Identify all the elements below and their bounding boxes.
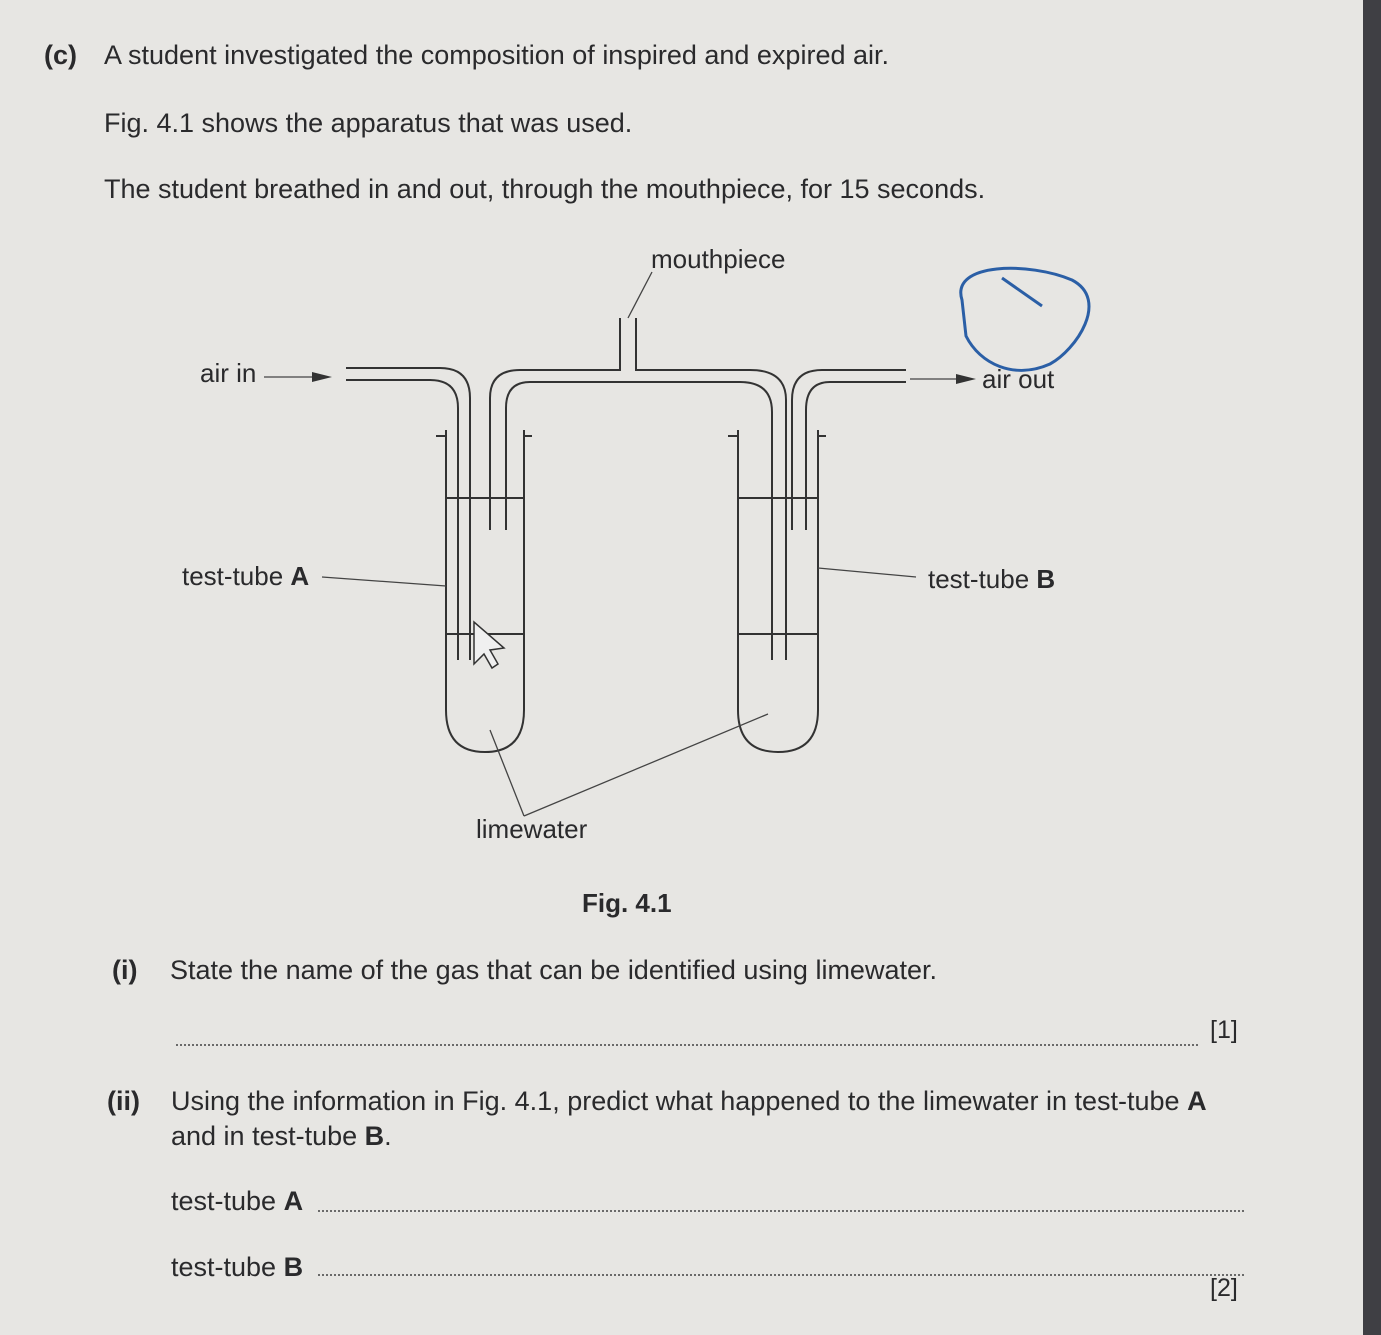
part-ii-text-prefix: Using the information in Fig. 4.1, predict what happened to the limewater in test-tube [171, 1086, 1188, 1116]
tube-b-answer-field[interactable] [318, 1250, 1244, 1276]
air-in-label: air in [200, 358, 257, 388]
part-ii-number: (ii) [107, 1086, 140, 1116]
inlet-tube [346, 368, 470, 660]
mouthpiece-leader [628, 272, 652, 318]
limewater-label: limewater [476, 814, 588, 844]
part-ii-letter-b: B [364, 1121, 385, 1151]
part-ii-text-line2: and in test-tube [171, 1121, 365, 1151]
annotation-circle [961, 268, 1089, 370]
tube-a-answer-label-text: test-tube [171, 1186, 284, 1216]
air-out-label: air out [982, 364, 1055, 394]
part-i-answer-field[interactable] [176, 1020, 1198, 1046]
tube-b-answer-letter: B [283, 1252, 304, 1282]
figure-intro: Fig. 4.1 shows the apparatus that was used. [104, 108, 633, 138]
question-intro: A student investigated the composition of inspired and expired air. [104, 40, 889, 70]
limewater-leader-b [524, 714, 768, 816]
question-part-label: (c) [44, 40, 77, 70]
part-ii-question-line2 [171, 1121, 392, 1152]
tube-a-answer-letter: A [283, 1186, 304, 1216]
part-i-number: (i) [112, 955, 138, 985]
tube-b-leader [818, 568, 916, 577]
tube-b-answer-label-text: test-tube [171, 1252, 284, 1282]
part-ii-marks: [2] [1210, 1274, 1238, 1302]
test-tube-a-label [182, 561, 309, 591]
breathing-instruction: The student breathed in and out, through the mouthpiece, for 15 seconds. [104, 174, 986, 204]
test-tube-b-label-text: test-tube [928, 564, 1037, 594]
air-out-arrowhead [956, 374, 976, 384]
part-ii-question-line1 [171, 1086, 1207, 1117]
tube-b-answer-label [171, 1252, 303, 1283]
part-ii-text-end: . [384, 1121, 392, 1151]
mouse-cursor-icon [474, 622, 504, 668]
part-ii-letter-a: A [1187, 1086, 1207, 1116]
part-i-question: State the name of the gas that can be identified using limewater. [170, 955, 937, 985]
part-i-marks: [1] [1210, 1016, 1238, 1044]
limewater-leader-a [490, 730, 524, 816]
mouthpiece-label: mouthpiece [651, 244, 786, 274]
test-tube-a-letter: A [290, 561, 310, 591]
tube-a-leader [322, 577, 446, 586]
test-tube-a-label-text: test-tube [182, 561, 291, 591]
figure-caption: Fig. 4.1 [582, 888, 672, 918]
air-in-arrowhead [312, 372, 332, 382]
tube-a-answer-field[interactable] [318, 1186, 1244, 1212]
tube-a-answer-label [171, 1186, 303, 1217]
test-tube-b-letter: B [1036, 564, 1056, 594]
test-tube-b-label [928, 564, 1055, 594]
